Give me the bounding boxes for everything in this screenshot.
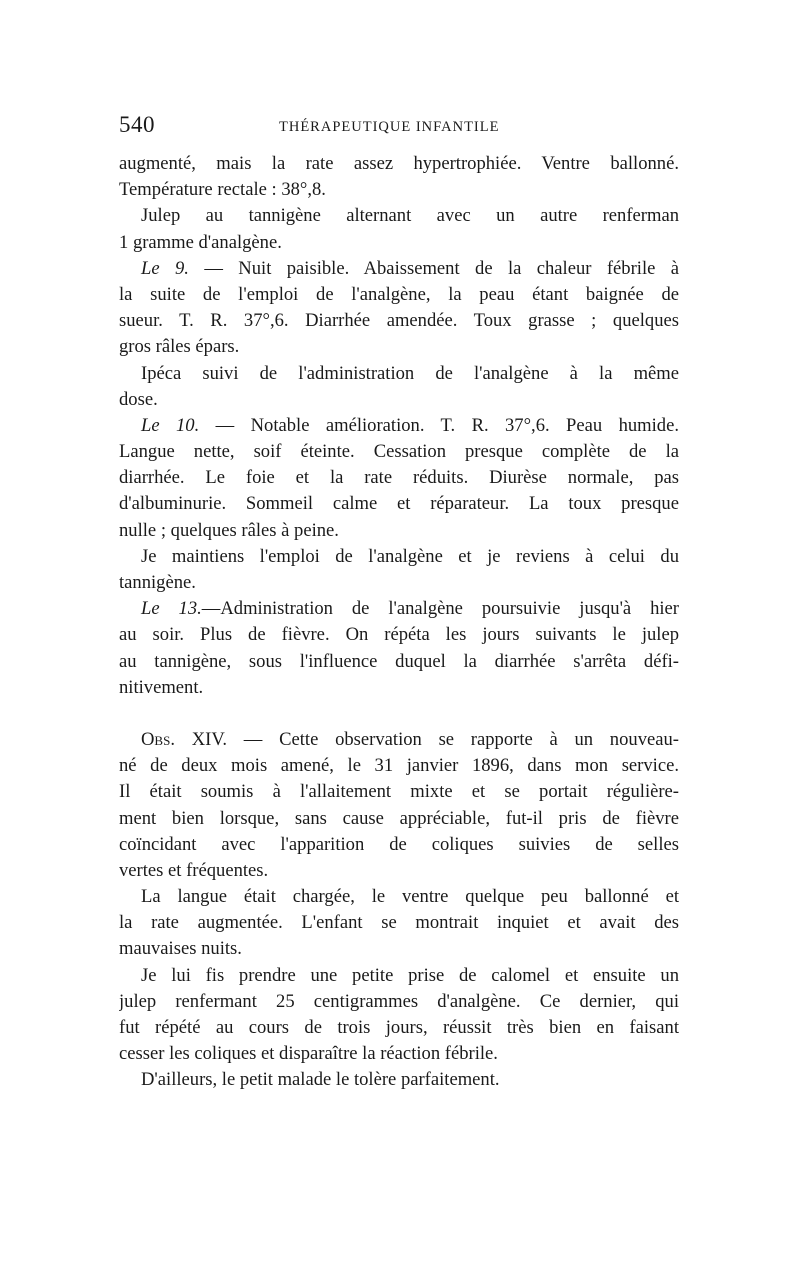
text-line: né de deux mois amené, le 31 janvier 1896, dans mon service. <box>119 755 679 777</box>
text-line: tannigène. <box>119 572 196 593</box>
text-line: mauvaises nuits. <box>119 938 242 960</box>
text-line: Le 13.—Administration de l'analgène poursuivie jusqu'à hier <box>141 598 679 620</box>
text-line: sueur. T. R. 37°,6. Diarrhée amendée. Toux grasse ; quelques <box>119 310 679 332</box>
text-line: Ipéca suivi de l'administration de l'analgène à la même <box>141 362 679 384</box>
text-line: au soir. Plus de fièvre. On répéta les jours suivants le julep <box>119 624 679 646</box>
text-line: Je maintiens l'emploi de l'analgène et je reviens à celui du <box>141 545 679 567</box>
text-line: 1 gramme d'analgène. <box>119 231 282 253</box>
text-line: vertes et fréquentes. <box>119 859 269 881</box>
text-line: Langue nette, soif éteinte. Cessation presque complète de la <box>119 441 679 463</box>
text-line: Température rectale : 38°,8. <box>119 179 326 201</box>
text-line: la rate augmentée. L'enfant se montrait inquiet et avait des <box>119 912 679 934</box>
text-line: Il était soumis à l'allaitement mixte et se portait régulière- <box>119 781 679 803</box>
text-line: fut répété au cours de trois jours, réussit très bien en faisant <box>119 1017 679 1038</box>
text-line: La langue était chargée, le ventre quelque peu ballonné et <box>141 886 679 908</box>
text-line: coïncidant avec l'apparition de coliques suivies de selles <box>119 833 679 855</box>
entry-date: Le 9. <box>141 257 189 279</box>
text-line: diarrhée. Le foie et la rate réduits. Diurèse normale, pas <box>119 467 679 489</box>
text-line: gros râles épars. <box>119 336 240 358</box>
text-line: la suite de l'emploi de l'analgène, la peau étant baignée de <box>119 283 679 305</box>
text-line: augmenté, mais la rate assez hypertrophiée. Ventre ballonné. <box>119 153 679 174</box>
body-text <box>119 151 679 1094</box>
text-line: au tannigène, sous l'influence duquel la diarrhée s'arrêta défi- <box>119 650 679 672</box>
text-line: Le 9. — Nuit paisible. Abaissement de la chaleur fébrile à <box>141 257 679 279</box>
text-line: cesser les coliques et disparaître la réaction fébrile. <box>119 1043 498 1065</box>
page-number: 540 <box>119 112 155 137</box>
text-line: dose. <box>119 388 158 410</box>
page-header <box>119 112 679 142</box>
text-line: D'ailleurs, le petit malade le tolère parfaitement. <box>141 1069 500 1091</box>
observation-label: Obs. <box>141 728 175 750</box>
entry-date: Le 13. <box>141 598 202 620</box>
text-line: nulle ; quelques râles à peine. <box>119 519 339 541</box>
paragraph-gap <box>119 701 679 727</box>
entry-date: Le 10. <box>141 414 200 436</box>
text-line: Julep au tannigène alternant avec un autre renferman <box>141 205 679 227</box>
text-line: d'albuminurie. Sommeil calme et réparateur. La toux presque <box>119 493 679 515</box>
text-line: Le 10. — Notable amélioration. T. R. 37°,6. Peau humide. <box>141 414 679 436</box>
text-line: Je lui fis prendre une petite prise de calomel et ensuite un <box>141 964 679 986</box>
text-line: julep renfermant 25 centigrammes d'analgène. Ce dernier, qui <box>119 990 679 1012</box>
text-line: Obs. XIV. — Cette observation se rapporte à un nouveau- <box>141 728 679 750</box>
text-line: nitivement. <box>119 676 204 698</box>
text-line: ment bien lorsque, sans cause appréciable, fut-il pris de fièvre <box>119 807 679 829</box>
running-title: THÉRAPEUTIQUE INFANTILE <box>279 119 500 135</box>
